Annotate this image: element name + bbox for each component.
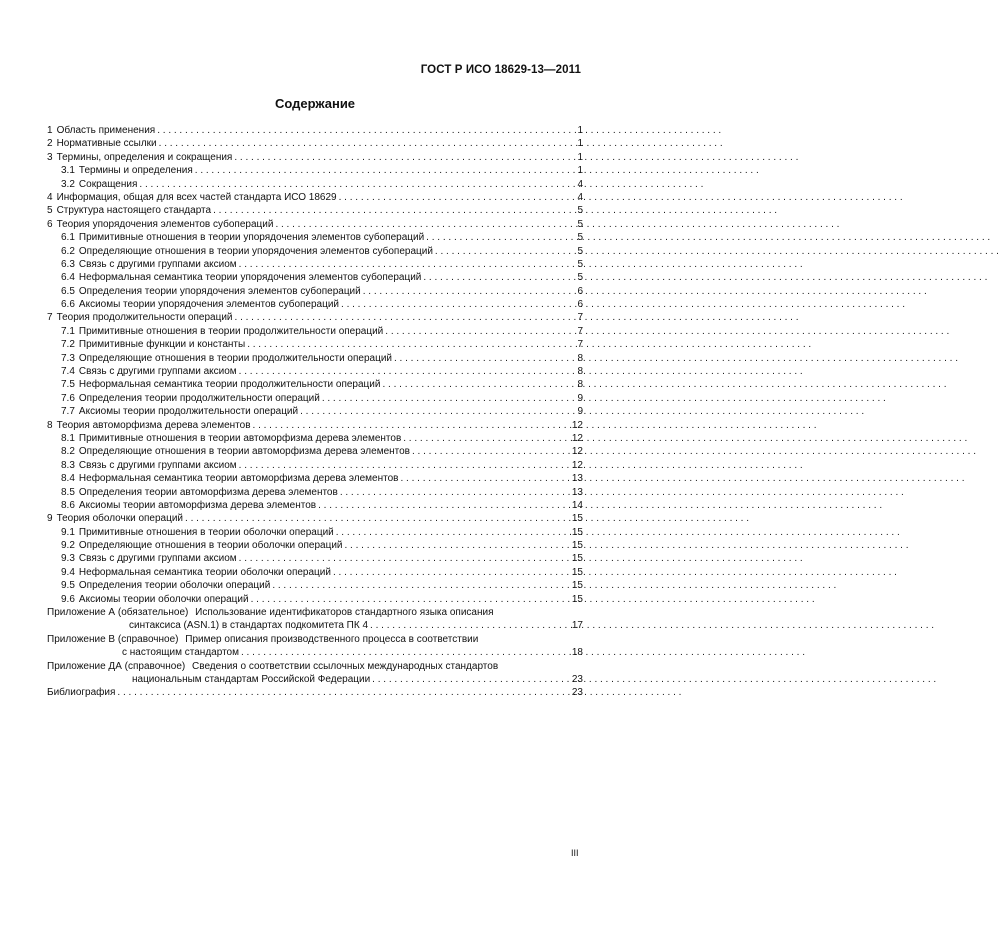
toc-entry-label: Определения теории продолжительности операций bbox=[78, 392, 320, 404]
toc-entry-label: Теория автоморфизма дерева элементов bbox=[56, 419, 251, 431]
toc-entry-page: 15 bbox=[571, 566, 583, 578]
toc-entry-page: 12 bbox=[571, 419, 583, 431]
document-id-header: ГОСТ Р ИСО 18629-13—2011 bbox=[420, 64, 581, 76]
toc-entry-label: Определяющие отношения в теории автоморфизма дерева элементов bbox=[78, 446, 410, 458]
toc-entry-page: 1 bbox=[577, 165, 583, 177]
toc-entry-number: 8.1 bbox=[61, 432, 75, 444]
toc-entry-label: Аксиомы теории автоморфизма дерева элементов bbox=[78, 499, 317, 511]
toc-leader-dots bbox=[370, 619, 570, 632]
toc-leader-dots bbox=[382, 378, 575, 391]
toc-entry-number: 8.5 bbox=[61, 486, 75, 498]
toc-leader-dots bbox=[322, 392, 576, 405]
toc-entry-label: Неформальная семантика теории упорядочения элементов субопераций bbox=[78, 272, 422, 284]
toc-entry-label: Определяющие отношения в теории продолжительности операций bbox=[78, 352, 392, 364]
toc-entry[interactable] bbox=[47, 151, 583, 164]
toc-leader-dots bbox=[275, 218, 575, 231]
toc-entry[interactable] bbox=[47, 164, 583, 177]
toc-leader-dots bbox=[339, 191, 576, 204]
toc-leader-dots bbox=[213, 204, 575, 217]
toc-entry[interactable] bbox=[47, 137, 583, 150]
appendix-title-line2: национальным стандартам Российской Федерации bbox=[132, 674, 371, 685]
toc-entry-number: 7.2 bbox=[61, 339, 75, 351]
toc-entry-label: Примитивные отношения в теории автоморфизма дерева элементов bbox=[78, 432, 402, 444]
toc-entry[interactable] bbox=[47, 285, 583, 298]
appendix-title-line1: Пример описания производственного процесса в соответствии bbox=[185, 633, 479, 645]
toc-entry-number: 8.4 bbox=[61, 473, 75, 485]
toc-entry-number: 6.6 bbox=[61, 299, 75, 311]
toc-leader-dots bbox=[239, 258, 576, 271]
toc-entry[interactable] bbox=[47, 204, 583, 217]
toc-leader-dots bbox=[139, 178, 575, 191]
toc-entry-page: 4 bbox=[577, 178, 583, 190]
toc-entry-number: 9.6 bbox=[61, 593, 75, 605]
toc-entry[interactable] bbox=[47, 352, 583, 365]
toc-entry-number: 7.6 bbox=[61, 392, 75, 404]
toc-leader-dots bbox=[363, 285, 576, 298]
toc-leader-dots bbox=[394, 352, 575, 365]
toc-entry-number: 6.4 bbox=[61, 272, 75, 284]
toc-entry-label: Теория оболочки операций bbox=[56, 513, 184, 525]
toc-entry-label: Примитивные отношения в теории упорядочения элементов субопераций bbox=[78, 232, 425, 244]
toc-leader-dots bbox=[333, 566, 570, 579]
toc-leader-dots bbox=[157, 124, 575, 137]
toc-entry-label: Связь с другими группами аксиом bbox=[78, 258, 237, 270]
toc-leader-dots bbox=[385, 325, 575, 338]
toc-entry-number: 8.2 bbox=[61, 446, 75, 458]
toc-entry-label: Примитивные отношения в теории оболочки операций bbox=[78, 526, 334, 538]
toc-entry-page: 4 bbox=[577, 191, 583, 203]
toc-entry-label: Неформальная семантика теории продолжительности операций bbox=[78, 379, 381, 391]
toc-entry[interactable] bbox=[47, 218, 583, 231]
toc-entry-number: 3.2 bbox=[61, 178, 75, 190]
toc-entry-label: Аксиомы теории оболочки операций bbox=[78, 593, 249, 605]
toc-entry[interactable] bbox=[47, 486, 583, 499]
appendix-title-line1: Сведения о соответствии ссылочных международных стандартов bbox=[192, 660, 499, 672]
toc-entry-page: 23 bbox=[571, 687, 583, 699]
toc-entry-page: 6 bbox=[577, 299, 583, 311]
toc-entry-label: Информация, общая для всех частей стандарта ИСО 18629 bbox=[56, 191, 337, 203]
toc-entry[interactable] bbox=[47, 325, 583, 338]
toc-leader-dots bbox=[241, 646, 570, 659]
toc-entry-label: Определяющие отношения в теории упорядочения элементов субопераций bbox=[78, 245, 433, 257]
toc-entry-label: Связь с другими группами аксиом bbox=[78, 459, 237, 471]
toc-entry[interactable] bbox=[47, 566, 583, 579]
toc-entry-page: 6 bbox=[577, 285, 583, 297]
toc-entry-page: 13 bbox=[571, 486, 583, 498]
toc-entry-number: 2 bbox=[47, 138, 53, 150]
toc-entry[interactable] bbox=[47, 365, 583, 378]
toc-leader-dots bbox=[336, 526, 570, 539]
toc-leader-dots bbox=[403, 432, 570, 445]
toc-entry-number: 6.5 bbox=[61, 285, 75, 297]
toc-leader-dots bbox=[247, 338, 575, 351]
toc-entry-page: 5 bbox=[577, 232, 583, 244]
toc-entry-page: 1 bbox=[577, 124, 583, 136]
toc-entry[interactable] bbox=[47, 338, 583, 351]
toc-leader-dots bbox=[239, 552, 570, 565]
toc-entry-page: 7 bbox=[577, 325, 583, 337]
toc-entry-label: Нормативные ссылки bbox=[56, 138, 157, 150]
toc-entry-number: 6 bbox=[47, 218, 53, 230]
toc-entry[interactable] bbox=[47, 512, 583, 525]
toc-entry-number: 8 bbox=[47, 419, 53, 431]
toc-entry-page: 15 bbox=[571, 513, 583, 525]
toc-leader-dots bbox=[159, 137, 576, 150]
appendix-title-line1: Использование идентификаторов стандартного языка описания bbox=[195, 607, 494, 619]
toc-entry-number: 5 bbox=[47, 205, 53, 217]
toc-entry-page: 5 bbox=[577, 205, 583, 217]
toc-entry[interactable] bbox=[47, 499, 583, 512]
toc-entry-label: Область применения bbox=[56, 124, 156, 136]
toc-leader-dots bbox=[412, 445, 570, 458]
toc-entry-number: 8.3 bbox=[61, 459, 75, 471]
toc-entry-label: Термины, определения и сокращения bbox=[56, 151, 233, 163]
toc-entry-page: 7 bbox=[577, 339, 583, 351]
toc-leader-dots bbox=[251, 593, 570, 606]
toc-leader-dots bbox=[239, 365, 576, 378]
toc-leader-dots bbox=[235, 311, 576, 324]
toc-entry-number: 9.5 bbox=[61, 580, 75, 592]
appendix-prefix: Приложение В (справочное) bbox=[47, 633, 179, 645]
toc-entry-number: 9 bbox=[47, 513, 53, 525]
toc-entry-page: 8 bbox=[577, 352, 583, 364]
toc-entry-number: 9.2 bbox=[61, 540, 75, 552]
toc-entry-page: 12 bbox=[571, 459, 583, 471]
toc-entry-page: 7 bbox=[577, 312, 583, 324]
appendix-title-line2: синтаксиса (ASN.1) в стандартах подкомитета ПК 4 bbox=[129, 620, 369, 632]
toc-entry-page: 12 bbox=[571, 446, 583, 458]
toc-entry-label: Библиография bbox=[47, 687, 116, 699]
toc-entry-label: Связь с другими группами аксиом bbox=[78, 366, 237, 378]
toc-entry-page: 9 bbox=[577, 406, 583, 418]
toc-entry[interactable] bbox=[47, 445, 583, 458]
toc-entry-number: 7.1 bbox=[61, 325, 75, 337]
toc-entry-page: 12 bbox=[571, 432, 583, 444]
toc-entry-label: Структура настоящего стандарта bbox=[56, 205, 212, 217]
toc-entry-number: 9.1 bbox=[61, 526, 75, 538]
toc-leader-dots bbox=[426, 231, 575, 244]
toc-entry[interactable] bbox=[47, 593, 583, 606]
toc-leader-dots bbox=[253, 419, 570, 432]
toc-entry-page: 5 bbox=[577, 272, 583, 284]
toc-entry[interactable] bbox=[47, 178, 583, 191]
toc-entry-number: 3 bbox=[47, 151, 53, 163]
toc-entry[interactable] bbox=[47, 526, 583, 539]
toc-entry-page: 5 bbox=[577, 245, 583, 257]
toc-entry-page: 5 bbox=[577, 258, 583, 270]
toc-entry-label: Примитивные функции и константы bbox=[78, 339, 246, 351]
toc-entry[interactable] bbox=[47, 378, 583, 391]
toc-entry[interactable] bbox=[47, 432, 583, 445]
toc-entry[interactable] bbox=[47, 191, 583, 204]
toc-leader-dots bbox=[435, 245, 576, 258]
toc-entry[interactable] bbox=[47, 245, 583, 258]
toc-entry-label: Аксиомы теории продолжительности операций bbox=[78, 406, 299, 418]
toc-leader-dots bbox=[272, 579, 570, 592]
toc-entry-number: 9.3 bbox=[61, 553, 75, 565]
toc-entry-page: 17 bbox=[571, 620, 583, 632]
toc-leader-dots bbox=[345, 539, 570, 552]
toc-entry-page: 14 bbox=[571, 499, 583, 511]
toc-entry-label: Неформальная семантика теории оболочки операций bbox=[78, 566, 331, 578]
toc-entry-page: 1 bbox=[577, 151, 583, 163]
toc-entry-number: 7.5 bbox=[61, 379, 75, 391]
toc-entry-page: 13 bbox=[571, 473, 583, 485]
toc-entry-page: 23 bbox=[571, 674, 583, 685]
toc-entry[interactable] bbox=[47, 124, 583, 137]
toc-entry[interactable] bbox=[47, 459, 583, 472]
toc-leader-dots bbox=[239, 459, 570, 472]
toc-leader-dots bbox=[318, 499, 570, 512]
toc-entry-label: Теория продолжительности операций bbox=[56, 312, 233, 324]
toc-entry-label: Теория упорядочения элементов субопераций bbox=[56, 218, 274, 230]
toc-leader-dots bbox=[300, 405, 575, 418]
toc-entry-number: 7 bbox=[47, 312, 53, 324]
toc-entry-number: 8.6 bbox=[61, 499, 75, 511]
toc-entry-page: 15 bbox=[571, 540, 583, 552]
page-number: III bbox=[571, 848, 579, 858]
toc-entry-number: 6.3 bbox=[61, 258, 75, 270]
toc-leader-dots bbox=[234, 151, 575, 164]
toc-entry-page: 15 bbox=[571, 553, 583, 565]
appendix-prefix: Приложение А (обязательное) bbox=[47, 607, 189, 619]
toc-leader-dots bbox=[117, 686, 569, 699]
toc-entry-page: 9 bbox=[577, 392, 583, 404]
toc-entry-number: 9.4 bbox=[61, 566, 75, 578]
toc-entry-label: Определения теории упорядочения элементов субопераций bbox=[78, 285, 361, 297]
toc-entry-number: 7.3 bbox=[61, 352, 75, 364]
toc-entry[interactable] bbox=[47, 579, 583, 592]
toc-leader-dots bbox=[400, 472, 569, 485]
toc-leader-dots bbox=[372, 673, 570, 686]
toc-entry[interactable] bbox=[47, 553, 583, 566]
toc-entry-number: 7.4 bbox=[61, 366, 75, 378]
toc-entry-label: Определения теории оболочки операций bbox=[78, 580, 271, 592]
toc-entry-page: 1 bbox=[577, 138, 583, 150]
toc-entry-label: Термины и определения bbox=[78, 165, 193, 177]
toc-entry-label: Определяющие отношения в теории оболочки операций bbox=[78, 540, 343, 552]
toc-entry-number: 4 bbox=[47, 191, 53, 203]
toc-title: Содержание bbox=[274, 96, 356, 111]
toc-entry-label: Аксиомы теории упорядочения элементов субопераций bbox=[78, 299, 340, 311]
toc-leader-dots bbox=[185, 512, 570, 525]
toc-entry-number: 6.2 bbox=[61, 245, 75, 257]
toc-leader-dots bbox=[341, 298, 575, 311]
toc-entry-page: 8 bbox=[577, 366, 583, 378]
toc-entry[interactable] bbox=[47, 271, 583, 284]
toc-entry[interactable] bbox=[47, 258, 583, 271]
toc-entry[interactable] bbox=[47, 472, 583, 485]
toc-entry-number: 1 bbox=[47, 124, 53, 136]
toc-entry-number: 3.1 bbox=[61, 165, 75, 177]
toc-entry-label: Сокращения bbox=[78, 178, 138, 190]
toc-entry[interactable] bbox=[47, 539, 583, 552]
toc-entry[interactable] bbox=[47, 311, 583, 324]
toc-entry[interactable] bbox=[47, 231, 583, 244]
toc-bibliography-entry[interactable] bbox=[47, 686, 583, 699]
toc-entry-page: 5 bbox=[577, 218, 583, 230]
toc-appendix-entry[interactable] bbox=[47, 660, 583, 687]
toc-entry-page: 15 bbox=[571, 526, 583, 538]
toc-entry[interactable] bbox=[47, 405, 583, 418]
toc-leader-dots bbox=[195, 164, 576, 177]
toc-leader-dots bbox=[340, 486, 570, 499]
toc-entry-number: 7.7 bbox=[61, 406, 75, 418]
toc-entry[interactable] bbox=[47, 298, 583, 311]
toc-entry-label: Примитивные отношения в теории продолжительности операций bbox=[78, 325, 384, 337]
appendix-prefix: Приложение ДА (справочное) bbox=[47, 660, 186, 672]
toc-entry[interactable] bbox=[47, 419, 583, 432]
toc-appendix-entry[interactable] bbox=[47, 606, 583, 633]
table-of-contents bbox=[47, 124, 583, 700]
appendix-title-line2: с настоящим стандартом bbox=[122, 647, 239, 659]
toc-entry-label: Неформальная семантика теории автоморфизма дерева элементов bbox=[78, 473, 399, 485]
toc-entry-label: Связь с другими группами аксиом bbox=[78, 553, 237, 565]
toc-entry-page: 18 bbox=[571, 647, 583, 659]
toc-entry-number: 6.1 bbox=[61, 232, 75, 244]
toc-entry-label: Определения теории автоморфизма дерева элементов bbox=[78, 486, 338, 498]
toc-entry-page: 15 bbox=[571, 580, 583, 592]
toc-entry[interactable] bbox=[47, 392, 583, 405]
toc-entry-page: 8 bbox=[577, 379, 583, 391]
toc-entry-page: 15 bbox=[571, 593, 583, 605]
toc-leader-dots bbox=[423, 271, 575, 284]
toc-appendix-entry[interactable] bbox=[47, 633, 583, 660]
